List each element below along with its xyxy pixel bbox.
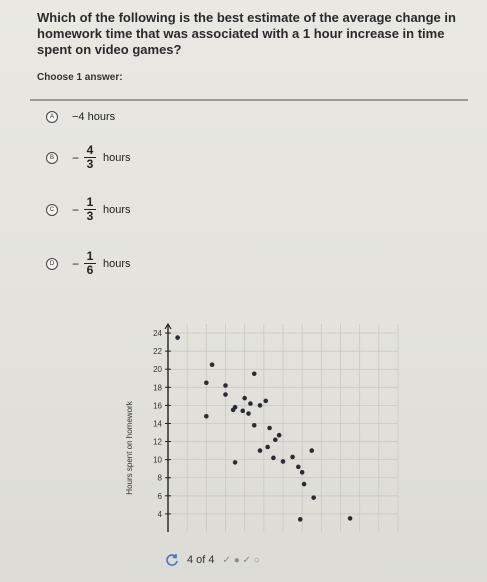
data-point bbox=[242, 396, 247, 401]
data-point bbox=[204, 380, 209, 385]
data-point bbox=[265, 445, 270, 450]
unit-text: hours bbox=[103, 203, 131, 216]
fraction bbox=[84, 196, 96, 223]
data-point bbox=[281, 459, 286, 464]
scatter-chart bbox=[116, 318, 406, 540]
data-point bbox=[233, 460, 238, 465]
data-point bbox=[240, 409, 245, 414]
data-point bbox=[300, 470, 305, 475]
minus-sign: − bbox=[72, 150, 80, 165]
data-point bbox=[223, 383, 228, 388]
data-point bbox=[210, 362, 215, 367]
pager-count: 4 of 4 bbox=[187, 554, 215, 566]
numerator: 4 bbox=[86, 143, 94, 157]
data-point bbox=[302, 482, 307, 487]
option-a-label: −4 hours bbox=[72, 111, 116, 123]
data-point bbox=[175, 335, 180, 340]
data-point bbox=[231, 408, 236, 413]
data-point bbox=[311, 495, 316, 500]
question-text: Which of the following is the best estimate of the average change in homework time that was associated with a 1 hour increase in time spent on video games? bbox=[37, 10, 456, 57]
data-point bbox=[298, 517, 303, 522]
refresh-icon[interactable] bbox=[165, 553, 179, 567]
data-point bbox=[252, 371, 257, 376]
numerator: 1 bbox=[86, 249, 94, 263]
data-point bbox=[263, 399, 268, 404]
denominator: 6 bbox=[86, 263, 94, 277]
data-point bbox=[204, 414, 209, 419]
fraction bbox=[84, 144, 96, 171]
denominator: 3 bbox=[86, 209, 94, 223]
y-tick-label: 20 bbox=[153, 365, 162, 375]
option-c[interactable] bbox=[46, 196, 131, 223]
y-tick-label: 16 bbox=[153, 401, 162, 411]
data-point bbox=[348, 516, 353, 521]
y-tick-label: 8 bbox=[157, 473, 162, 483]
progress-status-icons: ✓ ● ✓ ○ bbox=[222, 554, 260, 566]
option-d-label bbox=[72, 250, 131, 277]
minus-sign: − bbox=[72, 256, 80, 271]
data-point bbox=[309, 448, 314, 453]
divider bbox=[30, 99, 468, 101]
data-point bbox=[267, 426, 272, 431]
data-point bbox=[246, 411, 251, 416]
data-point bbox=[223, 392, 228, 397]
y-tick-label: 24 bbox=[153, 329, 162, 339]
numerator: 1 bbox=[86, 195, 94, 209]
y-tick-label: 10 bbox=[153, 455, 162, 465]
y-axis-label: Hours spent on homework bbox=[125, 401, 134, 495]
denominator: 3 bbox=[86, 157, 94, 171]
data-point bbox=[290, 455, 295, 460]
y-tick-label: 6 bbox=[157, 491, 162, 501]
y-tick-label: 14 bbox=[153, 419, 162, 429]
option-d-radio[interactable]: D bbox=[46, 258, 58, 270]
option-a-radio[interactable]: A bbox=[46, 111, 58, 123]
data-point bbox=[296, 465, 301, 470]
minus-sign: − bbox=[72, 202, 80, 217]
option-c-label bbox=[72, 196, 131, 223]
option-a[interactable] bbox=[46, 111, 115, 123]
option-b[interactable] bbox=[46, 144, 131, 171]
unit-text: hours bbox=[103, 257, 131, 270]
option-d[interactable] bbox=[46, 250, 131, 277]
data-point bbox=[273, 437, 278, 442]
option-c-radio[interactable]: C bbox=[46, 204, 58, 216]
data-point bbox=[271, 456, 276, 461]
data-point bbox=[252, 423, 257, 428]
y-tick-label: 22 bbox=[153, 347, 162, 357]
y-tick-label: 4 bbox=[157, 509, 162, 519]
pager bbox=[165, 553, 260, 567]
data-point bbox=[258, 403, 263, 408]
fraction bbox=[84, 250, 96, 277]
data-point bbox=[277, 433, 282, 438]
y-tick-label: 18 bbox=[153, 383, 162, 393]
data-point bbox=[258, 448, 263, 453]
choose-label: Choose 1 answer: bbox=[37, 72, 123, 83]
option-b-label bbox=[72, 144, 131, 171]
data-point bbox=[248, 401, 253, 406]
unit-text: hours bbox=[103, 151, 131, 164]
option-b-radio[interactable]: B bbox=[46, 152, 58, 164]
y-tick-label: 12 bbox=[153, 437, 162, 447]
